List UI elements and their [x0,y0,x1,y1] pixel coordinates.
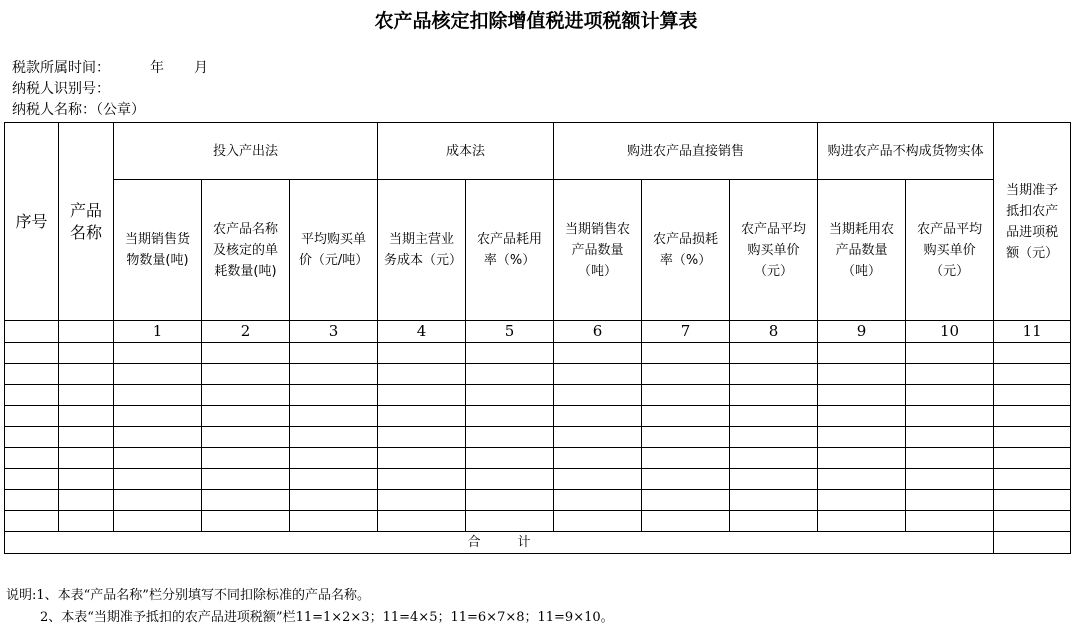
table-cell[interactable] [818,364,906,385]
table-cell[interactable] [730,511,818,532]
table-cell[interactable] [818,343,906,364]
table-cell[interactable] [642,364,730,385]
column-number: 2 [202,321,290,343]
table-cell[interactable] [906,511,994,532]
table-row [5,406,1071,427]
table-cell[interactable] [642,448,730,469]
table-cell[interactable] [554,406,642,427]
table-cell[interactable] [378,448,466,469]
data-rows [5,343,1071,532]
table-cell[interactable] [906,469,994,490]
table-cell[interactable] [642,343,730,364]
header-group-direct-sale: 购进农产品直接销售 [554,123,818,180]
total-value-cell[interactable] [994,532,1071,554]
table-cell[interactable] [994,511,1071,532]
table-cell[interactable] [5,448,59,469]
subheader-cell: 农产品名称及核定的单耗数量(吨) [202,180,290,321]
table-cell[interactable] [378,427,466,448]
table-cell[interactable] [554,469,642,490]
subheader-cell: 平均购买单价（元/吨） [290,180,378,321]
table-cell[interactable] [5,406,59,427]
taxpayer-id-label: 纳税人识别号： [12,81,110,97]
year-label: 年 [150,60,164,76]
table-cell[interactable] [994,406,1071,427]
table-cell[interactable] [5,511,59,532]
table-cell[interactable] [554,448,642,469]
table-cell[interactable] [5,385,59,406]
table-cell[interactable] [114,490,202,511]
table-cell[interactable] [5,427,59,448]
column-number: 4 [378,321,466,343]
column-number-row [5,321,1071,343]
table-cell[interactable] [994,385,1071,406]
table-cell[interactable] [290,469,378,490]
table-cell[interactable] [730,448,818,469]
table-cell[interactable] [378,490,466,511]
table-cell[interactable] [730,427,818,448]
table-cell[interactable] [202,427,290,448]
table-cell[interactable] [378,385,466,406]
table-cell[interactable] [730,406,818,427]
note-line-1: 说明:1、本表“产品名称”栏分别填写不同扣除标准的产品名称。 [6,588,370,603]
table-cell[interactable] [730,469,818,490]
table-cell[interactable] [59,427,114,448]
table-cell[interactable] [59,343,114,364]
header-deductible-tax: 当期准予抵扣农产品进项税额（元） [994,123,1071,321]
table-cell[interactable] [114,385,202,406]
table-cell[interactable] [906,448,994,469]
table-cell[interactable] [466,469,554,490]
table-cell[interactable] [290,343,378,364]
table-cell[interactable] [818,469,906,490]
total-char: 计 [517,535,531,550]
table-cell[interactable] [59,469,114,490]
table-cell[interactable] [378,343,466,364]
table-cell[interactable] [906,490,994,511]
table-cell[interactable] [994,427,1071,448]
table-cell[interactable] [466,448,554,469]
total-label [5,532,994,554]
table-cell[interactable] [5,364,59,385]
table-cell[interactable] [114,448,202,469]
table-cell[interactable] [114,469,202,490]
table-cell[interactable] [466,511,554,532]
table-cell[interactable] [59,490,114,511]
table-cell[interactable] [59,364,114,385]
header-group-non-goods: 购进农产品不构成货物实体 [818,123,994,180]
table-cell[interactable] [730,343,818,364]
header-product-name: 产品名称 [59,123,114,321]
table-cell[interactable] [114,364,202,385]
table-cell[interactable] [818,427,906,448]
table-cell[interactable] [202,406,290,427]
table-row [5,427,1071,448]
month-label: 月 [194,60,208,76]
table-cell[interactable] [378,406,466,427]
table-cell[interactable] [642,427,730,448]
column-number: 10 [906,321,994,343]
table-cell[interactable] [554,343,642,364]
table-cell[interactable] [906,343,994,364]
table-cell[interactable] [202,364,290,385]
subheader-cell: 当期销售农产品数量（吨） [554,180,642,321]
table-cell[interactable] [906,427,994,448]
table-cell[interactable] [818,385,906,406]
note-line-2: 2、本表“当期准予抵扣的农产品进项税额”栏11=1×2×3；11=4×5；11=6×7×8；11=9×10。 [40,610,614,625]
table-cell[interactable] [59,321,114,343]
table-cell[interactable] [202,343,290,364]
table-cell[interactable] [994,343,1071,364]
column-number: 11 [994,321,1071,343]
table-row [5,490,1071,511]
table-cell[interactable] [202,469,290,490]
table-cell[interactable] [466,385,554,406]
subheader-cell: 农产品耗用率（%） [466,180,554,321]
table-cell[interactable] [642,406,730,427]
table-row [5,385,1071,406]
taxpayer-name-label: 纳税人名称：（公章） [12,102,145,118]
table-cell[interactable] [114,406,202,427]
table-cell[interactable] [466,490,554,511]
table-cell[interactable] [59,511,114,532]
table-cell[interactable] [906,364,994,385]
table-cell[interactable] [5,343,59,364]
table-cell[interactable] [642,385,730,406]
table-cell[interactable] [730,385,818,406]
table-cell[interactable] [466,364,554,385]
table-cell[interactable] [818,448,906,469]
column-number: 6 [554,321,642,343]
table-cell[interactable] [202,385,290,406]
table-cell[interactable] [290,364,378,385]
table-cell[interactable] [554,364,642,385]
table-cell[interactable] [59,448,114,469]
subheader-cell: 农产品平均购买单价（元） [906,180,994,321]
subheader-cell: 农产品平均购买单价（元） [730,180,818,321]
column-number: 8 [730,321,818,343]
table-cell[interactable] [818,490,906,511]
column-number: 3 [290,321,378,343]
table-cell[interactable] [59,385,114,406]
table-cell[interactable] [994,469,1071,490]
table-cell[interactable] [466,406,554,427]
tax-period-label: 税款所属时间： [12,60,110,76]
table-cell[interactable] [906,406,994,427]
table-cell[interactable] [5,490,59,511]
subheader-cell: 当期主营业务成本（元） [378,180,466,321]
table-cell[interactable] [466,343,554,364]
total-row [5,532,1071,554]
table-row [5,511,1071,532]
header-seq: 序号 [5,123,59,321]
table-cell[interactable] [114,511,202,532]
column-number: 9 [818,321,906,343]
table-cell[interactable] [59,406,114,427]
table-cell[interactable] [378,364,466,385]
table-cell[interactable] [642,511,730,532]
subheader-cell: 农产品损耗率（%） [642,180,730,321]
table-cell[interactable] [994,448,1071,469]
table-row [5,343,1071,364]
table-cell[interactable] [554,511,642,532]
table-cell[interactable] [554,490,642,511]
page-title: 农产品核定扣除增值税进项税额计算表 [374,10,698,32]
table-cell[interactable] [554,385,642,406]
table-cell[interactable] [730,364,818,385]
table-cell[interactable] [466,427,554,448]
table-cell[interactable] [290,448,378,469]
header-group-input-output: 投入产出法 [114,123,378,180]
subheader-cell: 当期销售货物数量(吨) [114,180,202,321]
table-cell[interactable] [290,406,378,427]
column-number: 7 [642,321,730,343]
table-cell[interactable] [994,490,1071,511]
table-cell[interactable] [378,469,466,490]
table-cell[interactable] [994,364,1071,385]
table-cell[interactable] [290,511,378,532]
total-char: 合 [467,535,481,550]
table-row [5,364,1071,385]
table-cell[interactable] [818,511,906,532]
table-cell[interactable] [202,511,290,532]
table-row [5,448,1071,469]
table-cell[interactable] [378,511,466,532]
table-cell[interactable] [290,427,378,448]
table-cell[interactable] [202,448,290,469]
table-cell[interactable] [290,385,378,406]
table-cell[interactable] [114,343,202,364]
table-cell[interactable] [642,469,730,490]
table-cell[interactable] [906,385,994,406]
table-cell[interactable] [290,490,378,511]
table-cell[interactable] [818,406,906,427]
tax-period-line [12,58,208,78]
subheader-cell: 当期耗用农产品数量（吨） [818,180,906,321]
table-row [5,469,1071,490]
table-cell[interactable] [5,321,59,343]
column-number: 5 [466,321,554,343]
header-group-cost: 成本法 [378,123,554,180]
table-cell[interactable] [114,427,202,448]
table-cell[interactable] [642,490,730,511]
table-cell[interactable] [202,490,290,511]
table-cell[interactable] [554,427,642,448]
table-cell[interactable] [730,490,818,511]
calculation-table [4,122,1071,554]
table-cell[interactable] [5,469,59,490]
column-number: 1 [114,321,202,343]
